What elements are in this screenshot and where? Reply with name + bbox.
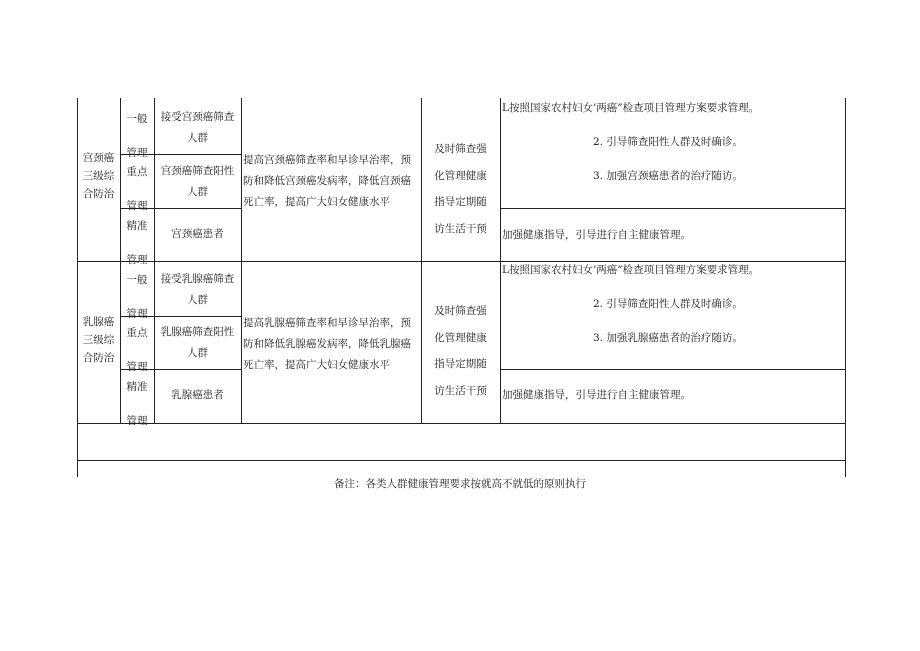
measure-precise: 加强健康指导，引导进行自主健康管理。 — [502, 389, 691, 401]
measure-item: L按照国家农村妇女’两癌”检查项目管理方案要求管理。 — [502, 102, 760, 114]
row-line-bottom — [77, 423, 845, 424]
footnote: 备注：各类人群健康管理要求按就高不就低的原则执行 — [334, 478, 586, 490]
target-group: 乳腺癌患者 — [171, 389, 224, 401]
level-label: 重点 管理 — [126, 327, 148, 373]
strategy-text: 及时筛查强 化管理健康 指导定期随 访生活干预 — [434, 143, 487, 235]
level-label: 重点 管理 — [126, 166, 148, 212]
target-group: 宫颈癌筛查阳性 人群 — [160, 165, 235, 198]
target-group: 接受宫颈癌筛查 人群 — [160, 111, 235, 144]
measure-precise: 加强健康指导，引导进行自主健康管理。 — [502, 229, 691, 241]
level-label: 精准 管理 — [126, 220, 148, 266]
row-line-measure-2 — [500, 369, 845, 370]
target-group: 宫颈癌患者 — [171, 228, 224, 240]
disease-name: 宫颈癌 三级综 合防治 — [82, 152, 115, 200]
level-label: 一般 管理 — [126, 274, 148, 320]
measure-item: 3. 加强乳腺癌患者的治疗随访。 — [593, 332, 743, 344]
target-group: 乳腺癌筛查阳性 人群 — [160, 326, 235, 359]
row-line-measure-1 — [500, 208, 845, 209]
goal-text: 提高宫颈癌筛查率和早诊早治率，预 防和降低宫颈癌发病率，降低宫颈癌 死亡率，提高广大妇女健康水平 — [243, 154, 411, 208]
disease-name: 乳腺癌 三级综 合防治 — [82, 316, 115, 364]
row-line-empty-row — [77, 460, 845, 461]
goal-text: 提高乳腺癌筛查率和早诊早治率，预 防和降低乳腺癌发病率，降低乳腺癌 死亡率，提高广大妇女健康水平 — [243, 317, 411, 371]
measure-item: 2. 引导筛查阳性人群及时确诊。 — [593, 298, 743, 310]
target-group: 接受乳腺癌筛查 人群 — [160, 273, 235, 306]
measure-item: 3. 加强宫颈癌患者的治疗随访。 — [593, 170, 743, 182]
level-label: 精准 管理 — [126, 381, 148, 427]
strategy-text: 及时筛查强 化管理健康 指导定期随 访生活干预 — [434, 305, 487, 397]
measure-item: L按照国家农村妇女’两癌”检查项目管理方案要求管理。 — [502, 264, 760, 276]
table-border-right — [845, 98, 846, 477]
measure-item: 2. 引导筛查阳性人群及时确诊。 — [593, 136, 743, 148]
level-label: 一般 管理 — [126, 113, 148, 159]
